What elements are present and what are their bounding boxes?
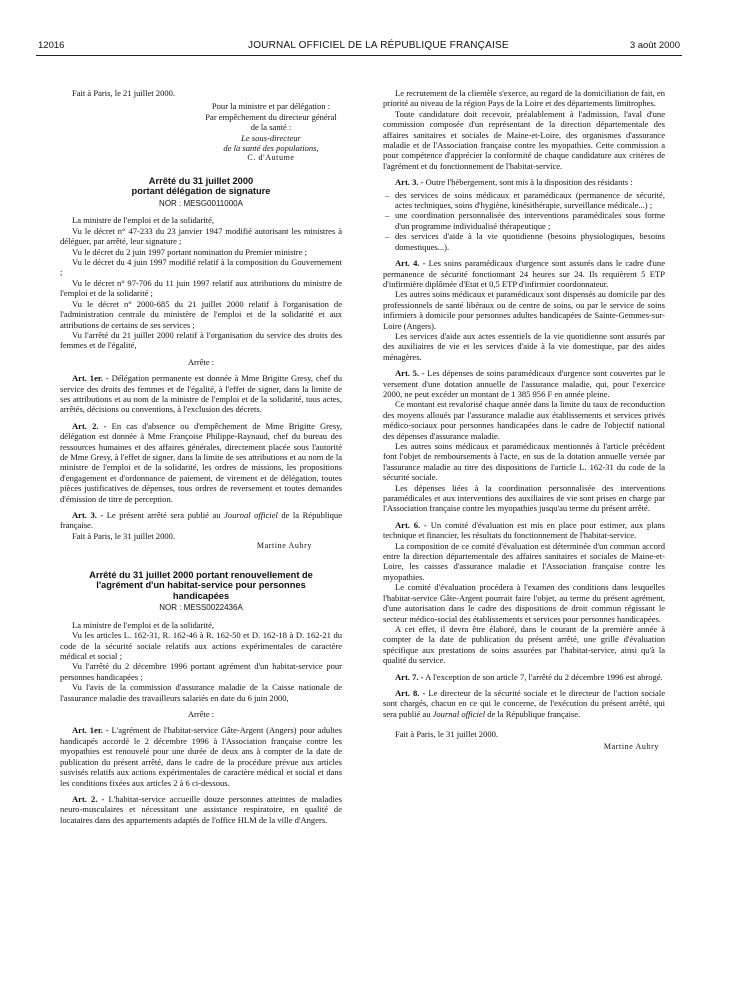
paragraph: Les autres soins médicaux et paramédicaux mentionnés à l'article précédent font l'objet de remboursements à l'acte, en sus de la dotation annuelle versée par l'assurance maladie au titre des dispositions de l'article L. 162-31 du code de la sécurité sociale.	[383, 441, 665, 483]
paragraph: Vu l'arrêté du 21 juillet 2000 relatif à l'organisation du service des droits des femmes et de l'égalité,	[60, 329, 342, 351]
paragraph: Toute candidature doit recevoir, préalablement à l'admission, l'aval d'une commission composée d'un représentant de la direction départementale des affaires sanitaires et sociales de Maine-et-Loire, des organismes d'assurance maladie et de l'Association française contre les myopathies. Cette commission a pour compétence d'apprécier la conformité de chaque candidature aux critères de l'agrément et du fonctionnement de l'habitat-service.	[383, 108, 665, 171]
article-label: Art. 5. -	[395, 368, 425, 379]
article-label: Art. 8. -	[395, 687, 426, 698]
article-label: Art. 4. -	[395, 258, 426, 269]
page-number: 12016	[38, 40, 65, 51]
article-label: Art. 6. -	[395, 519, 427, 530]
article-text: A l'exception de son article 7, l'arrêté du 2 décembre 1996 est abrogé.	[425, 671, 663, 682]
paragraph: Vu le décret n° 2000-685 du 21 juillet 2000 relatif à l'organisation de l'administration centrale du ministère de l'emploi et de la solidarité et aux attributions de certains de ses services ;	[60, 298, 342, 330]
article-text: L'agrément de l'habitat-service Gâte-Argent (Angers) pour adultes handicapés accordé le 2 décembre 1996 à l'Association française contre les myopathies est renouvelé pour une durée de deux ans à compter de la date de publication du présent arrêté, dans le cadre de la procédure prévue aux articles susvisés relatifs aux actions expérimentales de caractère médical et social et dans les conditions fixées aux articles 2 à 6 ci-dessous.	[60, 725, 343, 788]
title-line: handicapées	[172, 590, 230, 601]
paragraph: Vu l'avis de la commission d'assurance maladie de la Caisse nationale de l'assurance maladie des travailleurs salariés en date du 6 juin 2000,	[60, 682, 342, 703]
paragraph: Vu les articles L. 162-31, R. 162-46 à R. 162-50 et D. 162-18 à D. 162-21 du code de la sécurité sociale relatifs aux actions expérimentales de caractère médical et social ;	[60, 630, 342, 662]
paragraph: Vu le décret du 2 juin 1997 portant nomination du Premier ministre ;	[72, 246, 307, 257]
arrete-heading: Arrête :	[187, 356, 215, 367]
nor-reference: NOR : MESS0022436A	[159, 603, 243, 613]
issue-date: 3 août 2000	[629, 40, 680, 51]
paragraph: Vu l'arrêté du 2 décembre 1996 portant agrément d'un habitat-service pour personnes handicapées ;	[60, 661, 342, 682]
signature-line: de la santé des populations,	[223, 143, 319, 154]
page-header	[38, 40, 678, 54]
title-line: Arrêté du 31 juillet 2000 portant renouvellement de	[89, 569, 313, 580]
paragraph: Ce montant est revalorisé chaque année dans la limite du taux de reconduction des moyens alloués par l'assurance maladie aux établissements et services privés médico-sociaux pour personnes handicapées dans le cadre de l'objectif national des dépenses d'assurance maladie.	[383, 399, 665, 441]
article	[383, 368, 665, 399]
article-text: de la République française.	[60, 510, 342, 531]
decree-title	[60, 176, 342, 197]
paragraph: Vu le décret du 4 juin 1997 modifié relatif à la composition du Gouvernement ;	[60, 257, 342, 278]
article-text: Outre l'hébergement, sont mis à la disposition des résidants :	[425, 177, 633, 188]
signature-line: Par empêchement du directeur général	[205, 111, 337, 122]
article	[60, 510, 342, 531]
paragraph: Les dépenses liées à la coordination personnalisée des interventions paramédicales et aux interventions des auxiliaires de vie sont prises en charge par l'Association française contre les myopathies jusqu'au terme du présent arrêté.	[383, 482, 665, 514]
services-list	[383, 190, 665, 252]
signatory-name: C. d'Autume	[247, 153, 295, 163]
journal-reference: Journal officiel	[432, 708, 486, 719]
article-label: Art. 2. -	[72, 420, 107, 431]
left-column	[60, 88, 342, 825]
article-text: Un comité d'évaluation est mis en place pour estimer, aux plans technique et financier, les résultats du fonctionnement de l'habitat-service.	[383, 519, 665, 541]
article	[383, 672, 665, 682]
article-label: Art. 2. -	[72, 793, 105, 804]
arrete-heading: Arrête :	[187, 709, 215, 720]
paragraph: La ministre de l'emploi et de la solidarité,	[72, 619, 215, 630]
decree-title	[60, 570, 342, 602]
journal-reference: Journal officiel	[224, 510, 278, 520]
paragraph: Vu le décret n° 97-706 du 11 juin 1997 relatif aux attributions du ministre de l'emploi et de la solidarité ;	[60, 277, 342, 299]
paragraph: La ministre de l'emploi et de la solidarité,	[72, 215, 215, 226]
article-text: Le directeur de la sécurité sociale et le directeur de l'action sociale sont chargés, chacun en ce qui le concerne, de l'exécution du présent arrêté, qui sera publié au	[383, 687, 666, 719]
closing-date: Fait à Paris, le 31 juillet 2000.	[72, 530, 176, 541]
nor-reference: NOR : MESG0011000A	[159, 199, 243, 209]
journal-title: JOURNAL OFFICIEL DE LA RÉPUBLIQUE FRANÇAISE	[248, 40, 509, 51]
article-label: Art. 1er. -	[72, 373, 109, 384]
title-line: Arrêté du 31 juillet 2000	[148, 175, 254, 186]
article-text: Les dépenses de soins paramédicaux d'urgence sont couvertes par le versement d'une dotation annuelle de l'assurance maladie, qui, pour l'exercice 2000, ne peut excéder un montant de 1 385 956 F en année pleine.	[383, 368, 665, 399]
article-text: En cas d'absence ou d'empêchement de Mme Brigitte Gresy, délégation est donnée à Mme Françoise Philippe-Raynaud, chef du bureau des ressources humaines et des affaires générales, directement placée sous l'autorité de Mme Gresy, à l'effet de signer, dans la limite de ses attributions et au nom de la ministre de l'emploi et de la solidarité, les ordres de missions, les propositions d'engagement et d'ordonnance de paiement, de virement et de délégation, toutes pièces justificatives de dépenses, tous ordres de reversement et toutes demandes d'émission de titre de perception.	[60, 420, 342, 504]
article-text: Délégation permanente est donnée à Mme Brigitte Gresy, chef du service des droits des femmes et de l'égalité, à l'effet de signer, dans la limite de ses attributions et au nom de la ministre de l'emploi et de la solidarité, tous actes, arrêtés, décisions ou conventions, à l'exclusion des décrets.	[60, 373, 342, 415]
paragraph: Le recrutement de la clientèle s'exerce, au regard de la domiciliation de fait, en priorité au niveau de la région Pays de la Loire et des départements limitrophes.	[383, 88, 665, 109]
signature-line: de la santé :	[250, 122, 292, 133]
article-label: Art. 1er. -	[72, 725, 109, 736]
article-text: Les soins paramédicaux d'urgence sont assurés dans le cadre d'une permanence de sécurité fonctionnant 24 heures sur 24. Ils requièrent 5 ETP d'infirmière diplômée d'Etat et 0,5 ETP d'infirmier coordonnateur.	[383, 258, 666, 289]
article	[383, 258, 665, 289]
header-rule	[36, 55, 682, 56]
paragraph: Vu le décret n° 47-233 du 23 janvier 1947 modifié autorisant les ministres à déléguer, par arrêté, leur signature ;	[60, 225, 342, 247]
paragraph: A cet effet, il devra être élaboré, dans le courant de la première année à compter de la date de publication du présent arrêté, une grille d'évaluation spécifique aux prestations de soins assurées par l'habitat-service, ainsi qu'à la qualité du service.	[383, 623, 665, 666]
article-label: Art. 7. -	[395, 671, 424, 682]
title-line: portant délégation de signature	[131, 186, 271, 197]
article-label: Art. 3. -	[395, 177, 424, 188]
signatory-name: Martine Aubry	[603, 741, 659, 751]
title-line: l'agrément d'un habitat-service pour personnes	[96, 580, 306, 591]
article-text: L'habitat-service accueille douze personnes atteintes de maladies neuro-musculaires et nécessitant une assistance respiratoire, en qualité de locataires dans des appartements adaptés de l'office HLM de la ville d'Angers.	[60, 793, 342, 825]
right-column	[383, 88, 665, 752]
list-item: – une coordination personnalisée des interventions paramédicales sous forme d'un programme individualisé thérapeutique ;	[395, 210, 665, 231]
article	[60, 794, 342, 825]
paragraph: Les services d'aide aux actes essentiels de la vie quotidienne sont assurés par des auxiliaires de vie et les services d'aide à la vie domestique, par des aides ménagères.	[383, 330, 665, 362]
list-item: – des services d'aide à la vie quotidienne (besoins physiologiques, besoins domestiques...).	[395, 231, 665, 252]
article	[60, 421, 342, 504]
article	[60, 725, 342, 787]
article	[383, 177, 665, 187]
article	[383, 688, 665, 719]
article-text: Le présent arrêté sera publié au	[106, 510, 225, 520]
paragraph: La composition de ce comité d'évaluation est déterminée d'un commun accord entre la direction départementale des affaires sanitaires et sociales de Maine-et-Loire, les caisses d'assurance maladie et l'Association française contre les myopathies.	[383, 540, 665, 582]
signature-block	[200, 101, 342, 163]
article	[60, 373, 342, 415]
paragraph: Le comité d'évaluation procédera à l'examen des conditions dans lesquelles l'habitat-service Gâte-Argent pourrait faire l'objet, au terme du présent agrément, d'une autorisation dans le cadre des dispositions de droit commun régissant le secteur médico-social des établissements et services pour personnes handicapées.	[383, 582, 665, 624]
closing-date: Fait à Paris, le 21 juillet 2000.	[72, 88, 176, 98]
article-label: Art. 3. -	[72, 510, 104, 520]
signature-line: Pour la ministre et par délégation :	[211, 101, 331, 112]
closing-date: Fait à Paris, le 31 juillet 2000.	[395, 729, 499, 740]
signature-line: Le sous-directeur	[241, 132, 301, 143]
article-text: de la République française.	[485, 708, 581, 719]
paragraph: Les autres soins médicaux et paramédicaux sont dispensés au domicile par des professionnels de santé libéraux ou de centre de soins, ou par le service de soins infirmiers à domicile pour personnes adultes handicapées de Sainte-Gemmes-sur-Loire (Angers).	[383, 289, 665, 331]
signatory-name: Martine Aubry	[256, 541, 312, 551]
article	[383, 520, 665, 541]
list-item: – des services de soins médicaux et paramédicaux (permanence de sécurité, actes techniques, soins d'hygiène, kinésithérapie, surveillance médicale...) ;	[395, 190, 665, 211]
